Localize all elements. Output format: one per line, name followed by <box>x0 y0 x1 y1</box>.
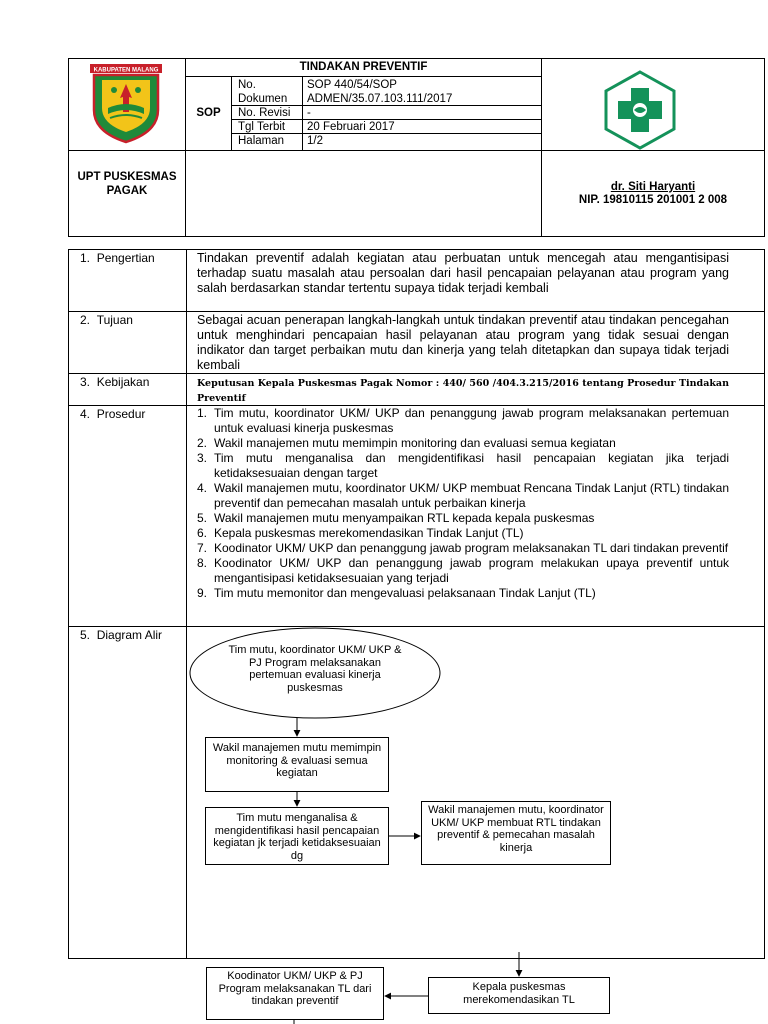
logo-text: KABUPATEN MALANG <box>93 67 159 74</box>
list-item: 1. Tim mutu, koordinator UKM/ UKP dan penanggung jawab program melaksanakan pertemuan untuk evaluasi kinerja puskesmas <box>197 406 729 435</box>
no-dokumen-value: SOP 440/54/SOP ADMEN/35.07.103.111/2017 <box>307 79 453 105</box>
no-revisi-label: No. Revisi <box>238 107 291 119</box>
signer-name: dr. Siti Haryanti <box>610 181 696 193</box>
flow-box-analisa: Tim mutu menganalisa & mengidentifikasi hasil pencapaian kegiatan jk terjadi ketidaksesuaian dg <box>205 807 389 865</box>
signer-nip: NIP. 19810115 201001 2 008 <box>578 194 728 206</box>
flow-box-pelaksanaan-tl: Koodinator UKM/ UKP & PJ Program melaksanakan TL dari tindakan preventif <box>206 967 384 1020</box>
halaman-value: 1/2 <box>307 135 323 147</box>
document-title: TINDAKAN PREVENTIF <box>299 61 428 73</box>
sop-label: SOP <box>196 107 221 119</box>
tujuan-text: Sebagai acuan penerapan langkah-langkah untuk tindakan preventif atau tindakan pencegahan untuk menghindari pencapaian hasil pelayanan atau program yang tidak sesuai dengan indikator dan target perbaikan mutu dan kinerja yang telah ditetapkan dan supaya tidak terjadi kembali <box>197 313 729 372</box>
flow-box-monitoring: Wakil manajemen mutu memimpin monitoring & evaluasi semua kegiatan <box>205 737 389 792</box>
tgl-terbit-value: 20 Februari 2017 <box>307 121 395 133</box>
section-label-prosedur: 4. Prosedur <box>80 407 146 421</box>
list-item: 9. Tim mutu memonitor dan mengevaluasi pelaksanaan Tindak Lanjut (TL) <box>197 586 596 600</box>
section-label-pengertian: 1. Pengertian <box>80 251 155 265</box>
list-item: 3. Tim mutu menganalisa dan mengidentifikasi hasil pencapaian kegiatan jika terjadi ketidaksesuaian dengan target <box>197 451 729 480</box>
halaman-label: Halaman <box>238 135 285 147</box>
section-label-diagram-alir: 5. Diagram Alir <box>80 628 163 642</box>
list-item: 2. Wakil manajemen mutu memimpin monitoring dan evaluasi semua kegiatan <box>197 436 616 450</box>
no-dokumen-label: No. Dokumen <box>238 79 288 105</box>
list-item: 4. Wakil manajemen mutu, koordinator UKM/ UKP membuat Rencana Tindak Lanjut (RTL) tindakan preventif dan pemecahan masalah untuk perbaikan kinerja <box>197 481 729 510</box>
flow-box-rekomendasi: Kepala puskesmas merekomendasikan TL <box>428 977 610 1014</box>
flow-box-rtl: Wakil manajemen mutu, koordinator UKM/ UKP membuat RTL tindakan preventif & pemecahan masalah kinerja <box>421 801 611 865</box>
list-item: 7. Koodinator UKM/ UKP dan penanggung jawab program melaksanakan TL dari tindakan preventif <box>197 541 729 555</box>
list-item: 8. Koodinator UKM/ UKP dan penanggung jawab program melakukan upaya preventif untuk mengantisipasi ketidaksesuaian yang terjadi <box>197 556 729 585</box>
kebijakan-text: Keputusan Kepala Puskesmas Pagak Nomor : 440/ 560 /404.3.215/2016 tentang Prosedur Tindakan Preventif <box>197 378 729 404</box>
section-label-kebijakan: 3. Kebijakan <box>80 375 150 389</box>
tgl-terbit-label: Tgl Terbit <box>238 121 286 133</box>
section-label-tujuan: 2. Tujuan <box>80 313 133 327</box>
list-item: 5. Wakil manajemen mutu menyampaikan RTL kepada kepala puskesmas <box>197 511 595 525</box>
no-revisi-value: - <box>307 107 311 119</box>
list-item: 6. Kepala puskesmas merekomendasikan Tindak Lanjut (TL) <box>197 526 524 540</box>
unit-name: UPT PUSKESMAS PAGAK <box>77 171 177 197</box>
flow-oval-text: Tim mutu, koordinator UKM/ UKP & PJ Program melaksanakan pertemuan evaluasi kinerja puskesmas <box>228 644 402 694</box>
pengertian-text: Tindakan preventif adalah kegiatan atau perbuatan untuk mencegah atau mengantisipasi terhadap suatu masalah atau persoalan dari hasil pencapaian pelayanan atau program yang salah berdasarkan standar tertentu supaya tidak terjadi kembali <box>197 251 729 295</box>
